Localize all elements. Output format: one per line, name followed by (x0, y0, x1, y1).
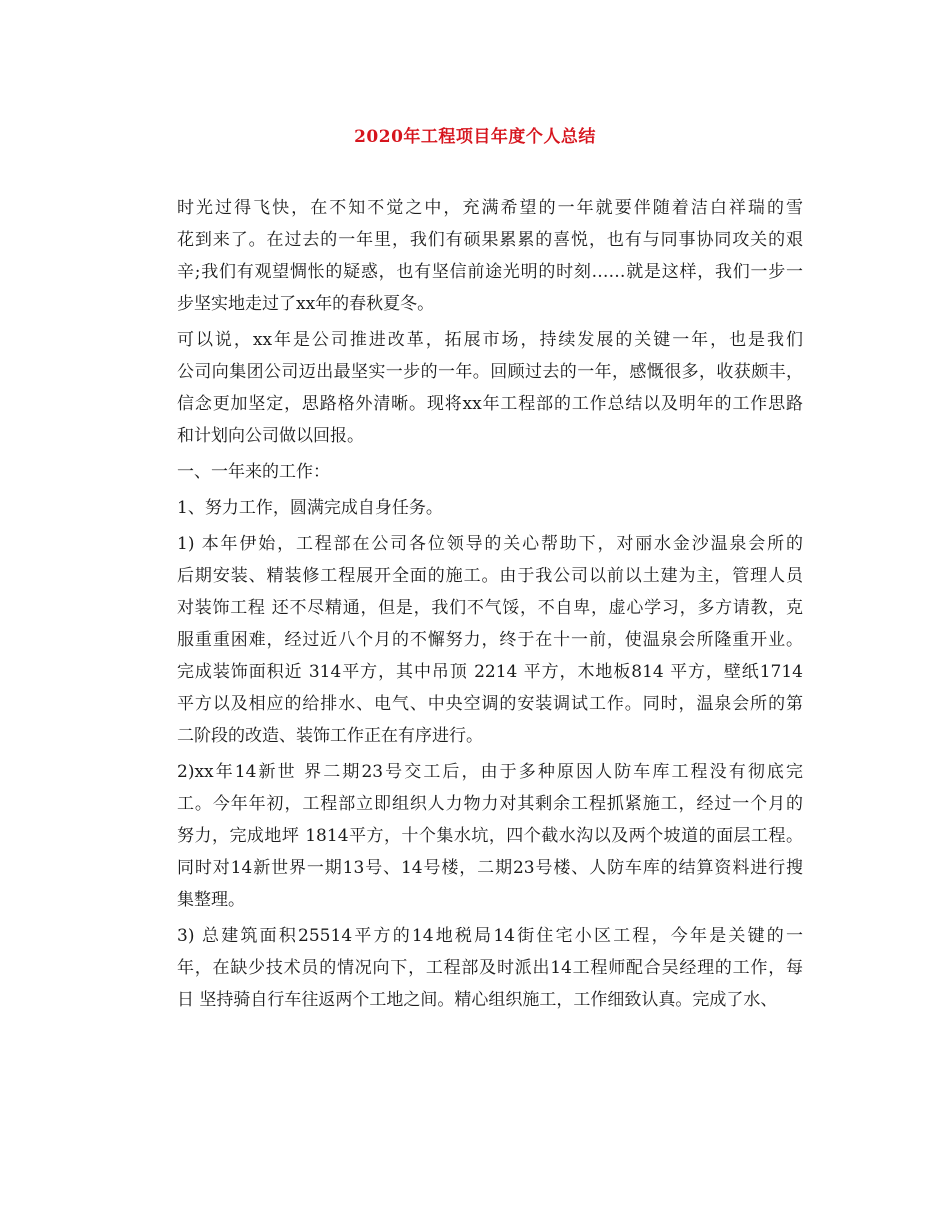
paragraph-line: 努力，完成地坪 1814平方，十个集水坑，四个截水沟以及两个坡道的面层工程。 (177, 826, 803, 846)
paragraph (143, 528, 803, 752)
paragraph-line: 3) 总建筑面积25514平方的14地税局14街住宅小区工程，今年是关键的一 (177, 926, 803, 946)
document-title: 2020年工程项目年度个人总结 (354, 127, 596, 147)
paragraph-line: 2)xx年14新世 界二期23号交工后，由于多种原因人防车库工程没有彻底完 (177, 762, 803, 782)
paragraph-line: 服重重困难，经过近八个月的不懈努力，终于在十一前，使温泉会所隆重开业。 (177, 630, 803, 650)
paragraph (143, 456, 803, 488)
paragraph-line: 二阶段的改造、装饰工作正在有序进行。 (177, 726, 483, 746)
paragraph-line: 信念更加坚定，思路格外清晰。现将xx年工程部的工作总结以及明年的工作思路 (177, 394, 803, 414)
paragraph-line: 辛;我们有观望惆怅的疑惑，也有坚信前途光明的时刻……就是这样，我们一步一 (177, 262, 803, 282)
paragraph-line: 后期安装、精装修工程展开全面的施工。由于我公司以前以土建为主，管理人员 (177, 566, 803, 586)
paragraph-line: 时光过得飞快，在不知不觉之中，充满希望的一年就要伴随着洁白祥瑞的雪 (177, 198, 803, 218)
paragraph-line: 和计划向公司做以回报。 (177, 426, 364, 446)
document-body (143, 192, 803, 1020)
paragraph (143, 324, 803, 452)
paragraph-line: 可以说，xx年是公司推进改革，拓展市场，持续发展的关键一年，也是我们 (177, 330, 803, 350)
paragraph-line: 同时对14新世界一期13号、14号楼，二期23号楼、人防车库的结算资料进行搜 (177, 858, 803, 878)
paragraph-line: 对装饰工程 还不尽精通，但是，我们不气馁，不自卑，虚心学习，多方请教，克 (177, 598, 803, 618)
paragraph-line: 集整理。 (177, 890, 245, 910)
paragraph-line: 平方以及相应的给排水、电气、中央空调的安装调试工作。同时，温泉会所的第 (177, 694, 803, 714)
paragraph (143, 756, 803, 916)
paragraph (143, 492, 803, 524)
paragraph-line: 完成装饰面积近 314平方，其中吊顶 2214 平方，木地板814 平方，壁纸1714 (177, 662, 803, 682)
paragraph (143, 192, 803, 320)
paragraph-line: 1、努力工作，圆满完成自身任务。 (177, 498, 443, 518)
paragraph-line: 年，在缺少技术员的情况向下，工程部及时派出14工程师配合吴经理的工作，每 (177, 958, 803, 978)
paragraph-line: 工。今年年初，工程部立即组织人力物力对其剩余工程抓紧施工，经过一个月的 (177, 794, 803, 814)
paragraph-line: 1) 本年伊始，工程部在公司各位领导的关心帮助下，对丽水金沙温泉会所的 (177, 534, 803, 554)
paragraph (143, 920, 803, 1016)
paragraph-line: 花到来了。在过去的一年里，我们有硕果累累的喜悦，也有与同事协同攻关的艰 (177, 230, 803, 250)
paragraph-line: 日 坚持骑自行车往返两个工地之间。精心组织施工，工作细致认真。完成了水、 (177, 990, 778, 1010)
paragraph-line: 一、一年来的工作： (177, 462, 330, 482)
paragraph-line: 公司向集团公司迈出最坚实一步的一年。回顾过去的一年，感慨很多，收获颇丰， (177, 362, 803, 382)
paragraph-line: 步坚实地走过了xx年的春秋夏冬。 (177, 294, 435, 314)
